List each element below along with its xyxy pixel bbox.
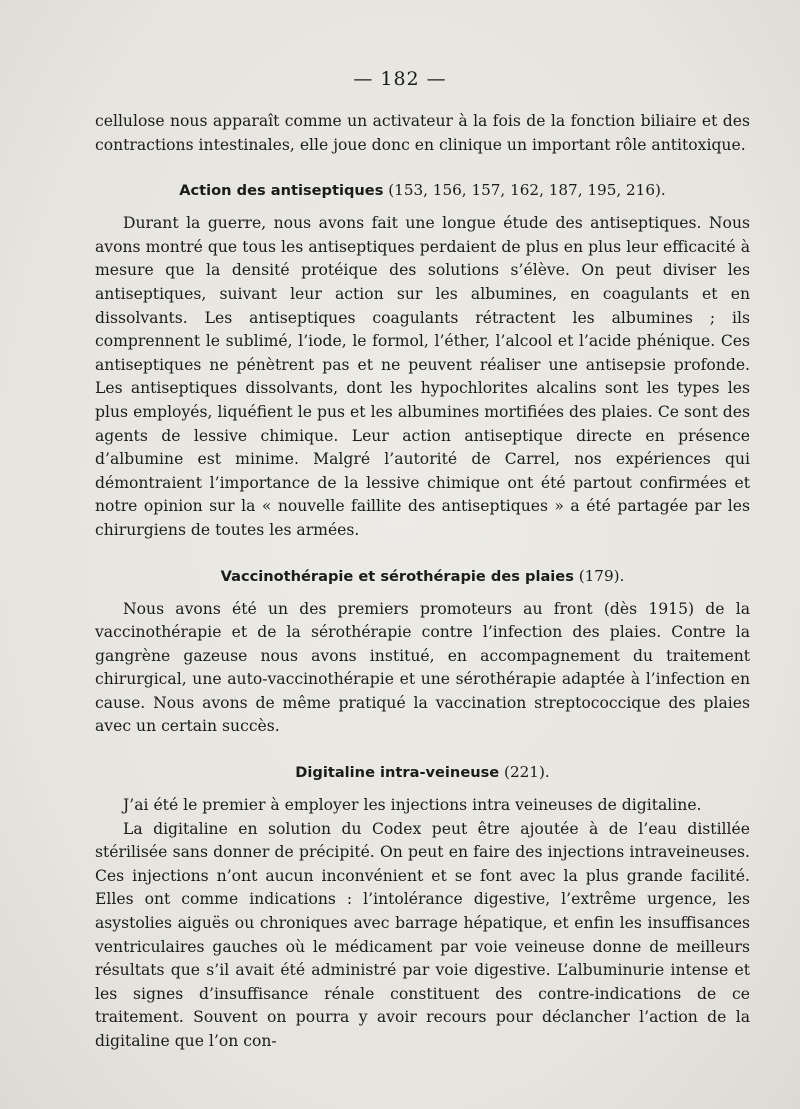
section-title: Digitaline intra-veineuse [295, 764, 500, 782]
section-refs: (221). [504, 763, 550, 782]
paragraph: Durant la guerre, nous avons fait une longue étude des antiseptiques. Nous avons montré que tous les antiseptiques perdaient de plus en plus leur efficacité à mesure que la densité protéique des solutions s’élève. On peut diviser les antiseptiques, suivant leur action sur les albumines, en coagulants et en dissolvants. Les antiseptiques coagulants rétractent les albumines ; ils comprennent le sublimé, l’iode, le formol, l’éther, l’alcool et l’acide phénique. Ces antiseptiques ne pénètrent pas et ne peuvent réaliser une antisepsie profonde. Les antiseptiques dissolvants, dont les hypochlorites alcalins sont les types les plus employés, liquéfient le pus et les albumines mortifiées des plaies. Ce sont des agents de lessive chimique. Leur action antiseptique directe en présence d’albumine est minime. Malgré l’autorité de Carrel, nos expériences qui démontraient l’importance de la lessive chimique ont été partout confirmées et notre opinion sur la « nouvelle faillite des antiseptiques » a été partagée par les chirurgiens de toutes les armées. [95, 214, 750, 539]
intro-paragraph: cellulose nous apparaît comme un activateur à la fois de la fonction biliaire et des contractions intestinales, elle joue donc en clinique un important rôle antitoxique. [95, 112, 750, 154]
paragraph: Nous avons été un des premiers promoteurs au front (dès 1915) de la vaccinothérapie et de la sérothérapie contre l’infection des plaies. Contre la gangrène gazeuse nous avons institué, en accompagnement du traitement chirurgical, une auto-vaccinothérapie et une sérothérapie adaptée à l’infection en cause. Nous avons de même pratiqué la vaccination streptococcique des plaies avec un certain succès. [95, 599, 750, 736]
section-title: Action des antiseptiques [179, 182, 384, 200]
section-heading-vaccinotherapie [95, 565, 750, 588]
section-refs: (153, 156, 157, 162, 187, 195, 216). [388, 181, 666, 200]
page-content [95, 110, 750, 1054]
section-refs: (179). [578, 566, 625, 585]
section-heading-digitaline [95, 761, 750, 784]
section-heading-antiseptiques [95, 179, 750, 202]
paragraph: La digitaline en solution du Codex peut être ajoutée à de l’eau distillée stérilisée sans donner de précipité. On peut en faire des injections intraveineuses. Ces injections n’ont aucun inconvénient et se font avec la plus grande facilité. Elles ont comme indications : l’intolérance digestive, l’extrême urgence, les asystolies aiguës ou chroniques avec barrage hépatique, et enfin les insuffisances ventriculaires gauches où le médicament par voie veineuse donne de meilleurs résultats que s’il avait été administré par voie digestive. L’albuminurie intense et les signes d’insuffisance rénale constituent des contre-indications de ce traitement. Souvent on pourra y avoir recours pour déclancher l’action de la digitaline que l’on con- [95, 819, 750, 1050]
page-number: — 182 — [353, 68, 447, 90]
paragraph: J’ai été le premier à employer les injections intra veineuses de digitaline. [123, 796, 702, 815]
section-title: Vaccinothérapie et sérothérapie des plaies [220, 567, 574, 585]
